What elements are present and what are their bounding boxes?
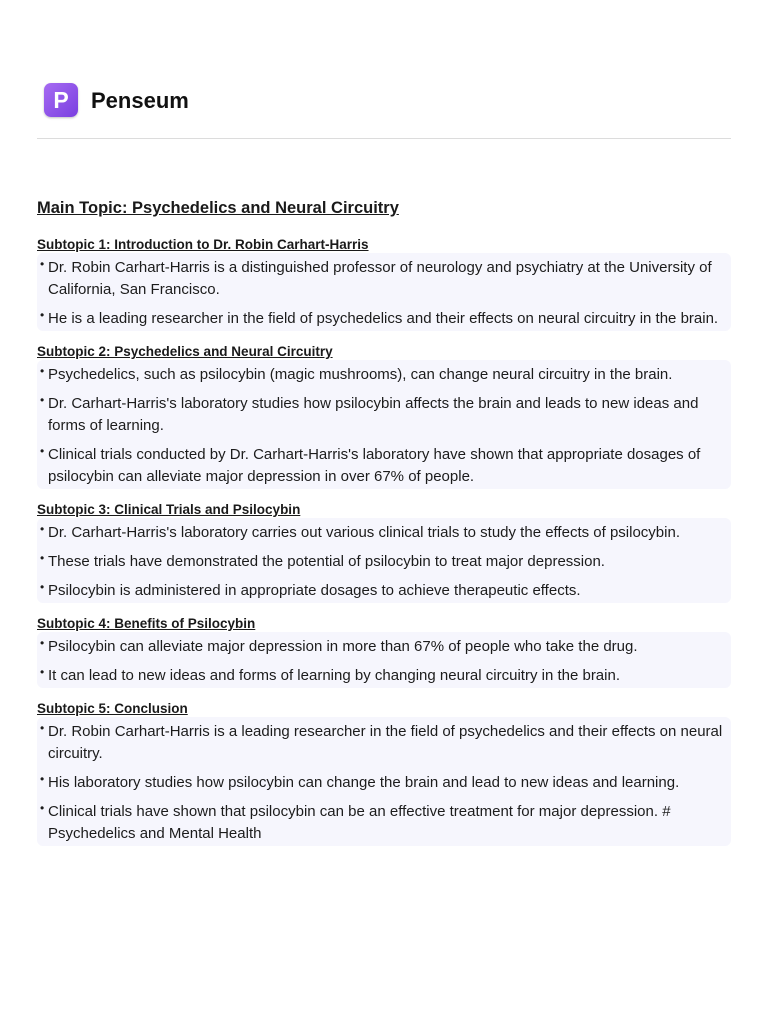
bullet-list (37, 632, 731, 688)
bullet-icon: • (40, 801, 45, 815)
list-item-text: He is a leading researcher in the field of psychedelics and their effects on neural circuitry in the brain. (48, 310, 719, 327)
list-item-text: Dr. Carhart-Harris's laboratory studies how psilocybin affects the brain and leads to new ideas and forms of learning. (48, 395, 699, 434)
bullet-icon: • (40, 772, 45, 786)
list-item-text: Psilocybin is administered in appropriate dosages to achieve therapeutic effects. (48, 582, 581, 599)
bullet-icon: • (40, 721, 45, 735)
bullet-icon: • (40, 308, 45, 322)
bullet-icon: • (40, 393, 45, 407)
bullet-icon: • (40, 665, 45, 679)
list-item-text: It can lead to new ideas and forms of learning by changing neural circuitry in the brain. (48, 667, 620, 684)
list-item-text: These trials have demonstrated the potential of psilocybin to treat major depression. (48, 553, 605, 570)
subtopic-heading: Subtopic 3: Clinical Trials and Psilocybin (37, 502, 301, 517)
subtopic-heading: Subtopic 4: Benefits of Psilocybin (37, 616, 256, 631)
list-item (40, 364, 723, 386)
penseum-logo-icon[interactable]: P (44, 83, 78, 117)
bullet-icon: • (40, 444, 45, 458)
list-item-text: Dr. Carhart-Harris's laboratory carries out various clinical trials to study the effects of psilocybin. (48, 524, 680, 541)
list-item (40, 801, 723, 845)
list-item (40, 636, 723, 658)
subtopic-section (37, 502, 731, 603)
list-item-text: Clinical trials have shown that psilocybin can be an effective treatment for major depression. # Psychedelics and Mental Health (48, 803, 671, 842)
document-content (37, 198, 731, 859)
list-item-text: Dr. Robin Carhart-Harris is a distinguished professor of neurology and psychiatry at the University of California, San Francisco. (48, 259, 712, 298)
brand-name[interactable]: Penseum (91, 88, 189, 113)
subtopic-section (37, 616, 731, 688)
list-item (40, 444, 723, 488)
list-item-text: His laboratory studies how psilocybin can change the brain and lead to new ideas and learning. (48, 774, 680, 791)
subtopic-section (37, 237, 731, 331)
list-item-text: Psychedelics, such as psilocybin (magic mushrooms), can change neural circuitry in the brain. (48, 366, 673, 383)
header (37, 83, 731, 139)
bullet-list (37, 360, 731, 489)
bullet-icon: • (40, 551, 45, 565)
bullet-list (37, 253, 731, 331)
subtopic-heading: Subtopic 2: Psychedelics and Neural Circuitry (37, 344, 333, 359)
bullet-icon: • (40, 522, 45, 536)
list-item-text: Psilocybin can alleviate major depression in more than 67% of people who take the drug. (48, 638, 638, 655)
bullet-icon: • (40, 257, 45, 271)
subtopic-heading: Subtopic 1: Introduction to Dr. Robin Carhart-Harris (37, 237, 369, 252)
bullet-icon: • (40, 580, 45, 594)
main-topic-heading: Main Topic: Psychedelics and Neural Circuitry (37, 199, 399, 217)
list-item (40, 580, 723, 602)
list-item (40, 393, 723, 437)
list-item-text: Clinical trials conducted by Dr. Carhart-Harris's laboratory have shown that appropriate dosages of psilocybin can alleviate major depression in over 67% of people. (48, 446, 701, 485)
subtopic-section (37, 701, 731, 846)
list-item (40, 551, 723, 573)
list-item (40, 308, 723, 330)
list-item (40, 257, 723, 301)
list-item (40, 721, 723, 765)
bullet-list (37, 717, 731, 846)
bullet-icon: • (40, 364, 45, 378)
subtopic-heading: Subtopic 5: Conclusion (37, 701, 188, 716)
list-item-text: Dr. Robin Carhart-Harris is a leading researcher in the field of psychedelics and their effects on neural circuitry. (48, 723, 723, 762)
bullet-icon: • (40, 636, 45, 650)
list-item (40, 522, 723, 544)
bullet-list (37, 518, 731, 603)
subtopic-section (37, 344, 731, 489)
list-item (40, 665, 723, 687)
list-item (40, 772, 723, 794)
